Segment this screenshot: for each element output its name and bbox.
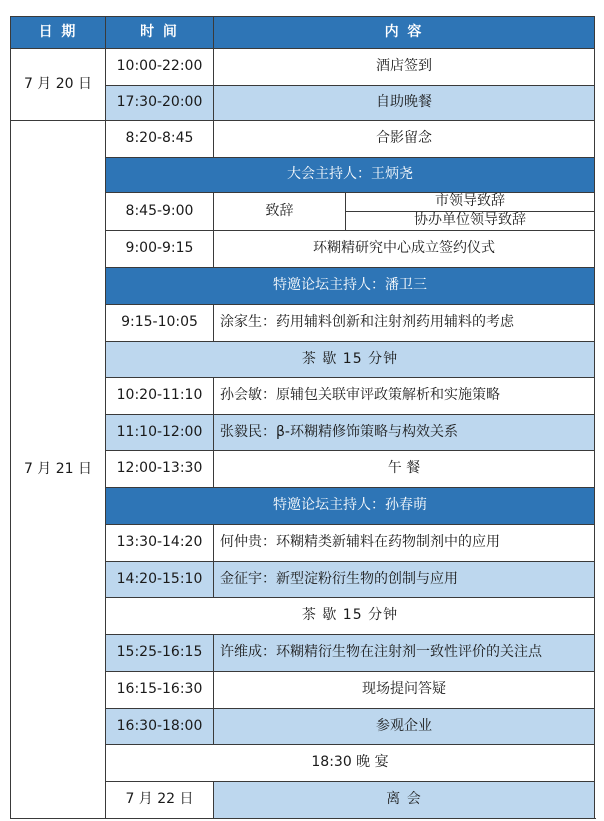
time-cell: 9:15-10:05 xyxy=(106,305,214,342)
header-date: 日 期 xyxy=(11,17,106,49)
table-row xyxy=(11,49,595,86)
content-cell: 合影留念 xyxy=(214,121,595,158)
schedule-table-wrapper xyxy=(10,16,595,819)
speech-sub-1: 市领导致辞 xyxy=(346,193,595,212)
time-cell: 10:00-22:00 xyxy=(106,49,214,86)
tea-break-1: 茶 歇 15 分钟 xyxy=(106,342,595,378)
content-cell: 张毅民：β-环糊精修饰策略与构效关系 xyxy=(214,415,595,451)
host-bar-3: 特邀论坛主持人：孙春萌 xyxy=(106,488,595,525)
time-cell: 8:45-9:00 xyxy=(106,193,214,231)
time-cell: 8:20-8:45 xyxy=(106,121,214,158)
time-cell: 13:30-14:20 xyxy=(106,525,214,562)
host-bar-1: 大会主持人：王炳尧 xyxy=(106,158,595,193)
header-content: 内 容 xyxy=(214,17,595,49)
leave-cell: 离 会 xyxy=(214,782,595,819)
time-cell: 9:00-9:15 xyxy=(106,231,214,268)
time-cell: 17:30-20:00 xyxy=(106,86,214,121)
date-cell-21: 7 月 21 日 xyxy=(11,121,106,819)
content-cell: 现场提问答疑 xyxy=(214,672,595,709)
content-cell: 自助晚餐 xyxy=(214,86,595,121)
time-cell: 12:00-13:30 xyxy=(106,451,214,488)
content-cell: 环糊精研究中心成立签约仪式 xyxy=(214,231,595,268)
header-time: 时 间 xyxy=(106,17,214,49)
date-cell-22: 7 月 22 日 xyxy=(106,782,214,819)
content-cell: 许维成：环糊精衍生物在注射剂一致性评价的关注点 xyxy=(214,635,595,672)
content-cell: 金征宇：新型淀粉衍生物的创制与应用 xyxy=(214,562,595,598)
time-cell: 15:25-16:15 xyxy=(106,635,214,672)
date-cell-20: 7 月 20 日 xyxy=(11,49,106,121)
time-cell: 16:15-16:30 xyxy=(106,672,214,709)
speech-label: 致辞 xyxy=(214,193,346,231)
content-cell: 参观企业 xyxy=(214,709,595,745)
content-cell: 酒店签到 xyxy=(214,49,595,86)
time-cell: 14:20-15:10 xyxy=(106,562,214,598)
time-cell: 16:30-18:00 xyxy=(106,709,214,745)
tea-break-2: 茶 歇 15 分钟 xyxy=(106,598,595,635)
content-cell: 孙会敏：原辅包关联审评政策解析和实施策略 xyxy=(214,378,595,415)
content-cell: 涂家生：药用辅料创新和注射剂药用辅料的考虑 xyxy=(214,305,595,342)
time-cell: 10:20-11:10 xyxy=(106,378,214,415)
table-row xyxy=(11,121,595,158)
schedule-table xyxy=(10,16,595,819)
content-cell: 何仲贵：环糊精类新辅料在药物制剂中的应用 xyxy=(214,525,595,562)
speech-sub-2: 协办单位领导致辞 xyxy=(346,212,595,231)
content-cell: 午 餐 xyxy=(214,451,595,488)
header-row xyxy=(11,17,595,49)
time-cell: 11:10-12:00 xyxy=(106,415,214,451)
host-bar-2: 特邀论坛主持人：潘卫三 xyxy=(106,268,595,305)
dinner-cell: 18:30 晚 宴 xyxy=(106,745,595,782)
